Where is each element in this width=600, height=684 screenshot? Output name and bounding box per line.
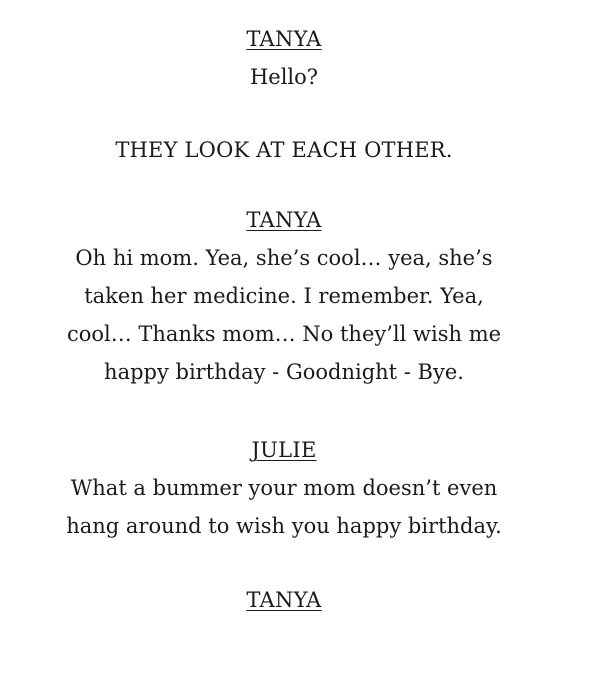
dialogue-line: Hello? <box>249 65 319 89</box>
dialogue-block-tanya-2 <box>0 201 568 391</box>
dialogue-line: taken her medicine. I remember. Yea, <box>84 284 484 308</box>
dialogue-block-tanya-1 <box>0 20 568 96</box>
dialogue-line: hang around to wish you happy birthday. <box>66 514 502 538</box>
dialogue-line: happy birthday - Goodnight - Bye. <box>104 360 464 384</box>
dialogue-line: cool… Thanks mom… No they’ll wish me <box>66 322 502 346</box>
character-name: TANYA <box>246 27 322 51</box>
action-text: THEY LOOK AT EACH OTHER. <box>115 138 453 162</box>
dialogue-block-julie <box>0 431 568 545</box>
dialogue-text <box>0 58 568 96</box>
dialogue-line: Oh hi mom. Yea, she’s cool… yea, she’s <box>75 246 493 270</box>
character-name: TANYA <box>246 588 322 612</box>
character-name: TANYA <box>246 208 322 232</box>
dialogue-text <box>0 469 568 545</box>
character-name: JULIE <box>251 438 317 462</box>
action-block <box>0 131 568 169</box>
dialogue-block-tanya-3 <box>0 581 568 619</box>
dialogue-line: What a bummer your mom doesn’t even <box>70 476 498 500</box>
dialogue-text <box>0 239 568 391</box>
